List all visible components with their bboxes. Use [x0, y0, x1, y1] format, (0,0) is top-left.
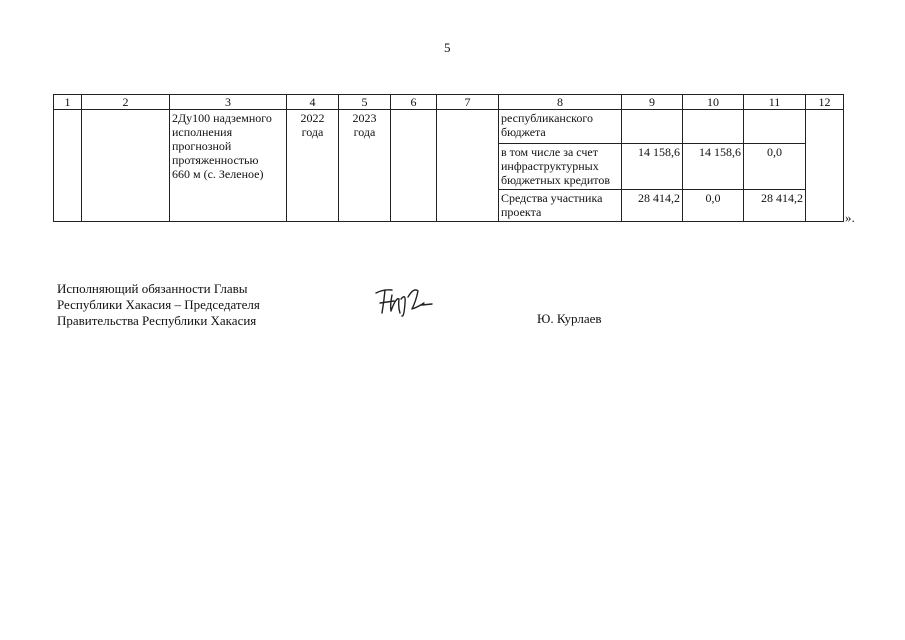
header-cell: 4	[287, 95, 339, 110]
header-cell: 5	[339, 95, 391, 110]
header-cell: 11	[744, 95, 806, 110]
budget-table	[53, 94, 844, 222]
cell-amount-total: 28 414,2	[622, 190, 683, 222]
text-line: исполнения	[172, 125, 233, 139]
cell-amount-2023: 0,0	[744, 144, 806, 190]
text-line: бюджета	[501, 125, 546, 139]
cell-col6	[391, 110, 437, 222]
handwritten-signature	[372, 283, 442, 319]
closing-quote: ».	[845, 210, 855, 225]
cell-amount-2022: 14 158,6	[683, 144, 744, 190]
text-line: проекта	[501, 205, 542, 219]
text-line: 2023	[352, 111, 377, 125]
cell-end-year	[339, 110, 391, 222]
table-row	[54, 110, 844, 144]
cell-funding-source	[499, 110, 622, 144]
header-cell: 9	[622, 95, 683, 110]
cell-amount-2023	[744, 110, 806, 144]
text-line: протяженностью	[172, 153, 259, 167]
header-cell: 2	[82, 95, 170, 110]
title-line: Правительства Республики Хакасия	[57, 313, 257, 328]
signatory-title	[57, 281, 260, 329]
text-line: года	[353, 125, 376, 139]
title-line: Исполняющий обязанности Главы	[57, 281, 248, 296]
cell-col7	[437, 110, 499, 222]
header-cell: 10	[683, 95, 744, 110]
text-line: Средства участника	[501, 191, 603, 205]
cell-amount-2022: 0,0	[683, 190, 744, 222]
header-cell: 3	[170, 95, 287, 110]
header-cell: 7	[437, 95, 499, 110]
cell-object-description	[170, 110, 287, 222]
header-cell: 12	[806, 95, 844, 110]
cell-amount-2023: 28 414,2	[744, 190, 806, 222]
cell-col12	[806, 110, 844, 222]
text-line: 2Ду100 надземного	[172, 111, 272, 125]
cell-start-year	[287, 110, 339, 222]
cell-funding-source	[499, 190, 622, 222]
text-line: республиканского	[501, 111, 593, 125]
header-cell: 8	[499, 95, 622, 110]
text-line: 2022	[300, 111, 325, 125]
text-line: 660 м (с. Зеленое)	[172, 167, 264, 181]
text-line: инфраструктурных	[501, 159, 599, 173]
header-cell: 6	[391, 95, 437, 110]
text-line: в том числе за счет	[501, 145, 598, 159]
header-cell: 1	[54, 95, 82, 110]
signer-name: Ю. Курлаев	[537, 311, 602, 326]
cell-amount-total: 14 158,6	[622, 144, 683, 190]
cell-amount-total	[622, 110, 683, 144]
title-line: Республики Хакасия – Председателя	[57, 297, 260, 312]
text-line: прогнозной	[172, 139, 232, 153]
text-line: года	[301, 125, 324, 139]
cell-amount-2022	[683, 110, 744, 144]
table-header-row	[54, 95, 844, 110]
page-number: 5	[444, 40, 451, 55]
cell-col2	[82, 110, 170, 222]
cell-col1	[54, 110, 82, 222]
cell-funding-source	[499, 144, 622, 190]
text-line: бюджетных кредитов	[501, 173, 611, 187]
